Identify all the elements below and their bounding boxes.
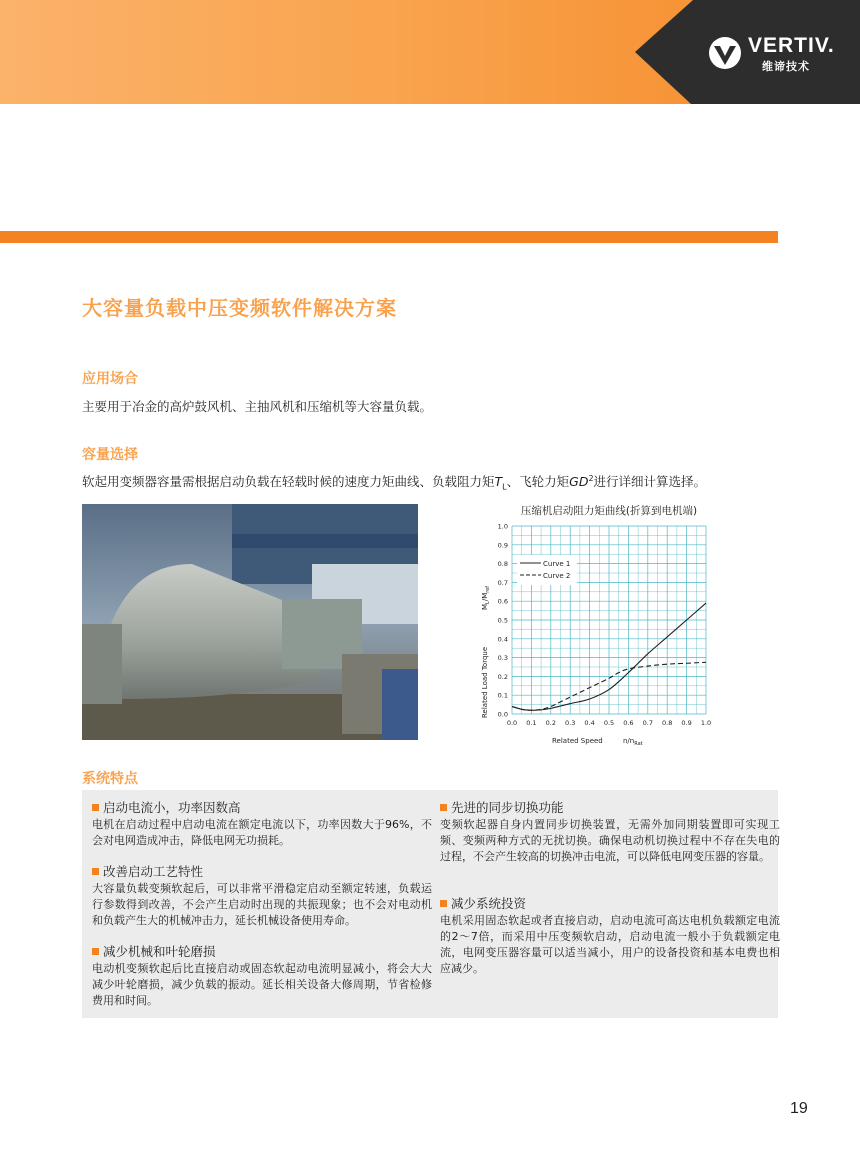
- feature-body: 电机采用固态软起或者直接启动，启动电流可高达电机负载额定电流的2～7倍，而采用中压变频软启动，启动电流一般小于负载额定电流，电网变压器容量可以适当减小，用户的设备投资和基本电费也相应减少。: [440, 914, 780, 975]
- legend-curve-1: Curve 1: [543, 560, 571, 568]
- y-tick-label: 0.6: [497, 597, 508, 606]
- bullet-icon: [440, 900, 447, 907]
- capacity-text-main: 软起用变频器容量需根据启动负载在轻载时候的速度力矩曲线、负载阻力矩: [82, 474, 495, 489]
- bullet-icon: [92, 804, 99, 811]
- feature-title: 启动电流小，功率因数高: [103, 800, 241, 815]
- y-tick-label: 0.3: [497, 654, 508, 663]
- capacity-text-end: 进行详细计算选择。: [593, 474, 707, 489]
- torque-chart: [474, 500, 744, 750]
- flywheel-symbol-sup: 2: [588, 473, 594, 483]
- feature-body: 变频软起器自身内置同步切换装置，无需外加同期装置即可实现工频、变频两种方式的无扰切换。确保电动机切换过程中不存在失电的过程，不会产生较高的切换冲击电流，可以降低电网变压器的容量。: [440, 818, 780, 863]
- brand-name: VERTIV.: [748, 34, 835, 57]
- feature-item: [440, 798, 780, 865]
- x-tick-label: 0.6: [623, 719, 634, 727]
- feature-item: [92, 942, 432, 1009]
- chart-ylabel: Related Load Torque: [481, 646, 489, 718]
- compressor-photo: [82, 504, 418, 740]
- feature-item: [92, 862, 432, 929]
- chart-title: 压缩机启动阻力矩曲线(折算到电机端): [520, 505, 698, 517]
- brand-subtitle: 维谛技术: [762, 60, 810, 73]
- feature-item: [440, 894, 780, 977]
- y-tick-label: 0.9: [497, 541, 508, 550]
- bullet-icon: [440, 804, 447, 811]
- chart-legend: [517, 555, 577, 585]
- feature-item: [92, 798, 432, 849]
- features-heading: 系统特点: [82, 771, 138, 787]
- y-tick-label: 0.5: [497, 616, 508, 625]
- feature-title: 改善启动工艺特性: [103, 864, 204, 879]
- y-tick-label: 0.2: [497, 672, 508, 681]
- feature-body: 大容量负载变频软起后，可以非常平滑稳定启动至额定转速，负载运行参数得到改善，不会产生启动时出现的共振现象；也不会对电动机和负载产生大的机械冲击力，延长机械设备使用寿命。: [92, 882, 432, 927]
- application-text: 主要用于冶金的高炉鼓风机、主抽风机和压缩机等大容量负载。: [82, 399, 433, 414]
- feature-title: 先进的同步切换功能: [451, 800, 564, 815]
- x-tick-label: 0.5: [603, 719, 615, 727]
- x-tick-label: 0.0: [506, 719, 518, 727]
- y-tick-label: 0.0: [497, 710, 508, 719]
- x-tick-label: 1.0: [700, 719, 712, 727]
- x-tick-label: 0.7: [642, 719, 653, 727]
- chart-xlabel: Related Speed: [552, 737, 603, 745]
- flywheel-symbol: GD: [569, 474, 589, 489]
- page-number: 19: [790, 1100, 808, 1117]
- legend-curve-2: Curve 2: [543, 572, 571, 580]
- chart-grid: [512, 526, 706, 714]
- x-tick-label: 0.4: [584, 719, 595, 727]
- chart-ylabel-unit: $M_L/M_{ref}$: [481, 585, 491, 610]
- y-tick-label: 0.4: [497, 635, 508, 644]
- feature-title: 减少系统投资: [451, 896, 527, 911]
- y-tick-label: 0.8: [497, 560, 508, 569]
- x-tick-label: 0.2: [545, 719, 556, 727]
- x-tick-label: 0.1: [526, 719, 537, 727]
- x-tick-label: 0.9: [681, 719, 692, 727]
- bullet-icon: [92, 868, 99, 875]
- x-tick-label: 0.3: [565, 719, 576, 727]
- page-title: 大容量负载中压变频软件解决方案: [82, 296, 397, 320]
- features-panel: [82, 790, 778, 1018]
- feature-title: 减少机械和叶轮磨损: [103, 944, 216, 959]
- chart-xlabel-unit: $n/n_{Rat}$: [623, 737, 643, 747]
- capacity-text: [82, 472, 706, 492]
- y-tick-label: 0.7: [497, 578, 508, 587]
- application-heading: 应用场合: [82, 371, 138, 387]
- capacity-text-mid: 、飞轮力矩: [506, 474, 570, 489]
- orange-divider: [0, 231, 778, 243]
- capacity-heading: 容量选择: [82, 447, 138, 463]
- feature-body: 电动机变频软起后比直接启动或固态软起动电流明显减小，将会大大减少叶轮磨损，减少负载的振动。延长相关设备大修周期，节省检修费用和时间。: [92, 962, 432, 1007]
- vertiv-logo-icon: [708, 36, 742, 70]
- x-tick-label: 0.8: [662, 719, 673, 727]
- torque-symbol-sub: L: [502, 482, 507, 492]
- torque-symbol: T: [494, 474, 503, 489]
- y-tick-label: 1.0: [497, 522, 508, 531]
- bullet-icon: [92, 948, 99, 955]
- y-tick-label: 0.1: [497, 691, 508, 700]
- feature-body: 电机在启动过程中启动电流在额定电流以下，功率因数大于96%，不会对电网造成冲击，降低电网无功损耗。: [92, 818, 432, 847]
